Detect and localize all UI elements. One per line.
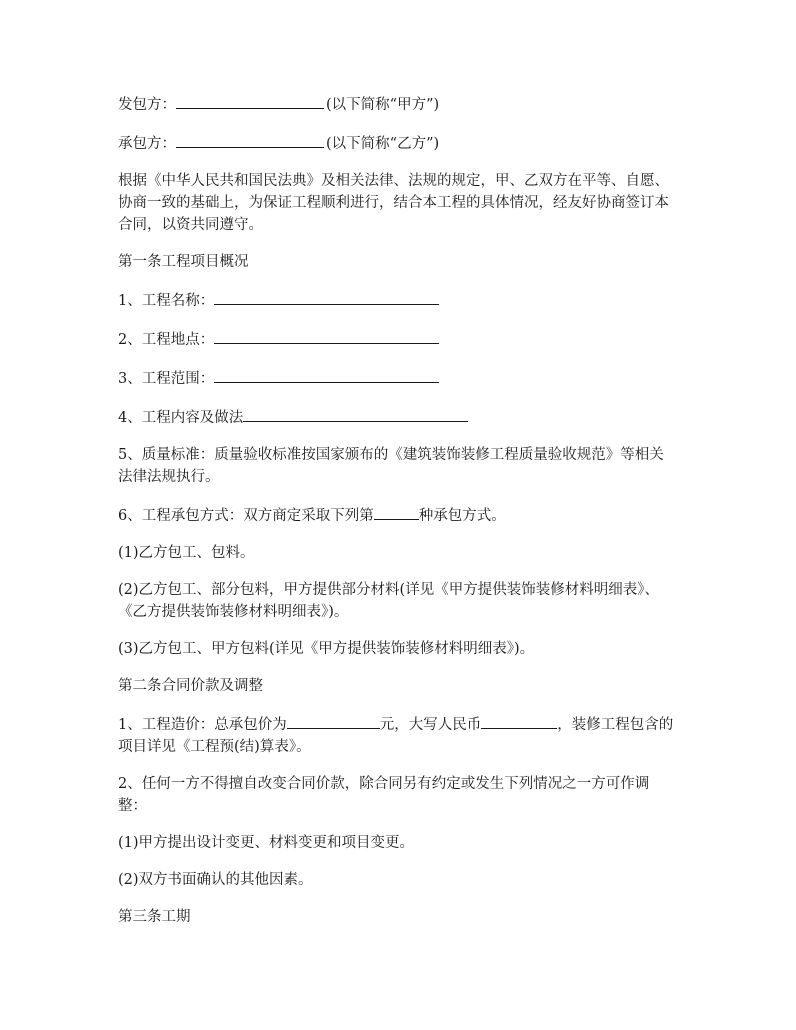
contract-mode-suffix: 种承包方式。 [418, 508, 506, 524]
party-b-label: 承包方： [118, 136, 176, 152]
project-content-label: 4、工程内容及做法 [118, 410, 244, 426]
adjustment-option-2: (2)双方书面确认的其他因素。 [118, 872, 313, 888]
project-scope-blank [214, 366, 439, 383]
rmb-uppercase-blank [481, 712, 557, 729]
project-name-label: 1、工程名称： [118, 293, 215, 309]
quality-standard: 5、质量标准：质量验收标准按国家颁布的《建筑装饰装修工程质量验收规范》等相关法律法规执行。 [118, 447, 664, 485]
project-cost-middle: 元，大写人民币 [379, 717, 482, 733]
article-2-title: 第二条合同价款及调整 [118, 678, 263, 694]
project-cost-suffix: ，装修工程包含的项目详见《工程预(结)算表》。 [118, 717, 674, 755]
mode-option-1: (1)乙方包工、包料。 [118, 545, 255, 561]
contract-body [118, 92, 678, 943]
party-b-line [118, 131, 678, 155]
project-scope-line [118, 366, 678, 390]
project-cost-line [118, 712, 678, 758]
contract-mode-blank [374, 503, 419, 520]
article-3-title: 第三条工期 [118, 909, 191, 925]
project-location-label: 2、工程地点： [118, 332, 215, 348]
preamble: 根据《中华人民共和国民法典》及相关法律、法规的规定，甲、乙双方在平等、自愿、协商一致的基础上，为保证工程顺利进行，结合本工程的具体情况，经友好协商签订本合同，以资共同遵守。 [118, 173, 669, 233]
party-a-label: 发包方： [118, 97, 176, 113]
party-b-suffix: (以下简称“乙方”) [326, 136, 440, 152]
party-a-blank [176, 92, 324, 109]
project-location-blank [214, 327, 439, 344]
party-b-blank [176, 131, 324, 148]
project-location-line [118, 327, 678, 351]
party-a-line [118, 92, 678, 116]
article-1-title: 第一条工程项目概况 [118, 254, 249, 270]
mode-option-3: (3)乙方包工、甲方包料(详见《甲方提供装饰装修材料明细表》)。 [118, 641, 535, 657]
project-content-blank [243, 405, 468, 422]
price-adjustment-rule: 2、任何一方不得擅自改变合同价款，除合同另有约定或发生下列情况之一方可作调整： [118, 776, 650, 814]
contract-mode-line [118, 503, 678, 527]
mode-option-2: (2)乙方包工、部分包料，甲方提供部分材料(详见《甲方提供装饰装修材料明细表》、《乙方提供装饰装修材料明细表》)。 [118, 582, 659, 620]
party-a-suffix: (以下简称“甲方”) [326, 97, 440, 113]
project-scope-label: 3、工程范围： [118, 371, 215, 387]
project-cost-prefix: 1、工程造价：总承包价为 [118, 717, 287, 733]
total-price-blank [287, 712, 380, 729]
contract-mode-prefix: 6、工程承包方式：双方商定采取下列第 [118, 508, 374, 524]
adjustment-option-1: (1)甲方提出设计变更、材料变更和项目变更。 [118, 835, 415, 851]
project-name-blank [214, 288, 439, 305]
project-name-line [118, 288, 678, 312]
project-content-line [118, 405, 678, 429]
